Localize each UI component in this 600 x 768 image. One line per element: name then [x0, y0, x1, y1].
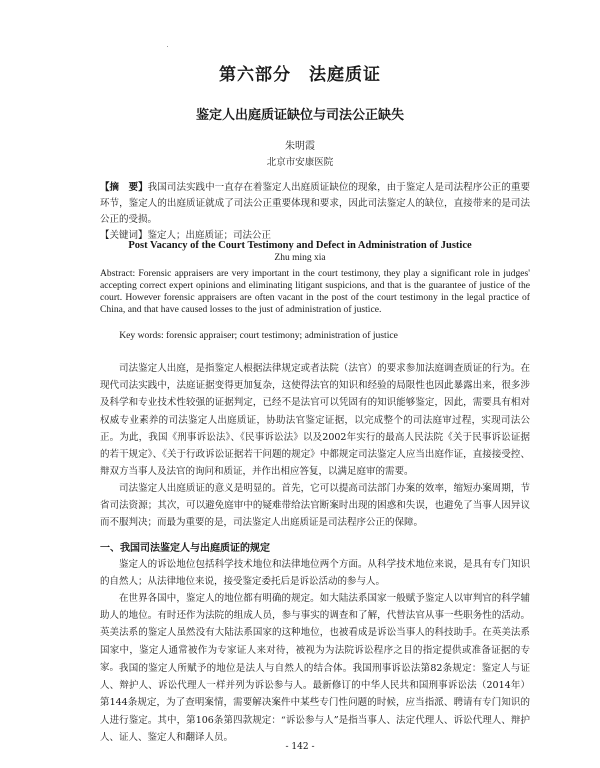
scan-mark	[167, 46, 168, 47]
body-paragraph-3: 鉴定人的诉讼地位包括科学技术地位和法律地位两个方面。从科学技术地位来说，是具有专门知识的自然人；从法律地位来说，接受鉴定委托后是诉讼活动的参与人。	[100, 559, 530, 588]
english-title: Post Vacancy of the Court Testimony and Defect in Administration of Justice	[128, 240, 472, 251]
part-title: 第六部分 法庭质证	[219, 65, 381, 85]
body-paragraph-1: 司法鉴定人出庭，是指鉴定人根据法律规定或者法院（法官）的要求参加法庭调查质证的行为。在现代司法实践中，法庭证据变得更加复杂，这使得法官的知识和经验的局限性也因此暴露出来，很多涉及科学和专业技术性较强的证据判定，已经不是法官可以凭固有的知识能够鉴定，因此，需要具有相对权威专业素养的司法鉴定人出庭质证，协助法官鉴定证据，以完成整个的司法庭审过程，实现司法公正。为此，我国《刑事诉讼法》、《民事诉讼法》以及2002年实行的最高人民法院《关于民事诉讼证据的若干规定》、《关于行政诉讼证据若干问题的规定》中都规定司法鉴定人应当出庭作证，直接接受控、辩双方当事人及法官的询问和质证，并作出相应答复，以满足庭审的需要。	[100, 363, 530, 478]
body-paragraph-5: 我国的鉴定人所赋予的地位是法人与自然人的结合体。我国刑事诉讼法第82条规定：鉴定人与证人、辩护人、诉讼代理人一样并列为诉讼参与人。最新修订的中华人民共和国刑事诉讼法（2014年）第144条规定，为了查明案情，需要解决案件中某些专门性问题的时候，应当指派、聘请有专门知识的人进行鉴定。其中，第106条第四款规定：“诉讼参与人”是指当事人、法定代理人、诉讼代理人、辩护人、证人、鉴定人和翻译人员。	[100, 663, 530, 743]
author: 朱明霞	[285, 141, 315, 152]
body-paragraph-4: 在世界各国中，鉴定人的地位都有明确的规定。如大陆法系国家一般赋予鉴定人以审判官的科学辅助人的地位。有时还作为法院的组成人员，参与事实的调查和了解，代替法官从事一些职务性的活动。英美法系的鉴定人虽然没有大陆法系国家的这种地位，也被看成是诉讼当事人的科技助手。在英美法系国家中，鉴定人通常被作为专家证人来对待，被视为为法院诉讼程序之目的指定提供或准备证据的专家。	[100, 593, 530, 673]
abstract-cn	[100, 180, 530, 228]
section-heading: 一、我国司法鉴定人与出庭质证的规定	[100, 543, 270, 554]
keywords-cn-text: 鉴定人；出庭质证；司法公正	[147, 230, 272, 241]
english-author: Zhu ming xia	[274, 253, 326, 263]
english-abstract: Abstract: Forensic appraisers are very important in the court testimony, they play a significant role in judges' accepting correct expert opinions and eliminating litigant suspicions, and that is the guarantee of justice of the court. However forensic appraisers are often vacant in the post of the court testimony in the legal practice of China, and that have caused losses to the just of administration of justice.	[100, 268, 530, 315]
abstract-cn-label: 【摘 要】	[100, 182, 148, 193]
english-keywords: Key words: forensic appraiser; court testimony; administration of justice	[119, 330, 398, 341]
keywords-cn-label: 【关键词】	[100, 230, 148, 241]
abstract-cn-text: 我国司法实践中一直存在着鉴定人出庭质证缺位的现象，由于鉴定人是司法程序公正的重要环节，鉴定人的出庭质证就成了司法公正重要体现和要求，因此司法鉴定人的缺位，直接带来的是司法公正的受损。	[100, 182, 530, 225]
page-number: - 142 -	[285, 742, 315, 752]
affiliation: 北京市安康医院	[266, 157, 334, 168]
body-paragraph-2: 司法鉴定人出庭质证的意义是明显的。首先，它可以提高司法部门办案的效率，缩短办案周期，节省司法资源；其次，可以避免庭审中的疑难带给法官断案时出现的困惑和失误，也避免了当事人因异议而不服判决；而最为重要的是，司法鉴定人出庭质证是司法程序公正的保障。	[100, 483, 530, 529]
article-title: 鉴定人出庭质证缺位与司法公正缺失	[195, 108, 404, 123]
